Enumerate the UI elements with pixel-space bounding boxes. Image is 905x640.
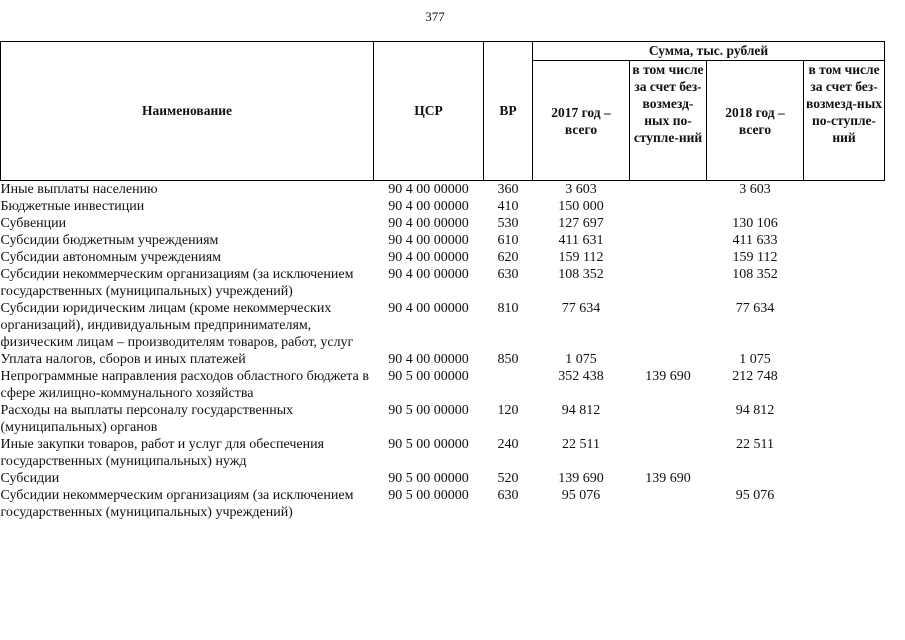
cell-csr: 90 4 00 00000 — [388, 250, 469, 265]
cell-2017-total: 411 631 — [558, 233, 604, 248]
cell-csr: 90 5 00 00000 — [388, 437, 469, 452]
cell-2018-total: 22 511 — [736, 437, 774, 452]
header-name: Наименование — [1, 42, 374, 181]
cell-vr: 530 — [497, 216, 519, 231]
cell-2018-total — [707, 470, 804, 487]
header-csr: ЦСР — [374, 42, 484, 181]
cell-2018-total: 77 634 — [735, 301, 775, 316]
table-row — [1, 300, 885, 351]
cell-2018-free — [804, 436, 885, 470]
table-row — [1, 368, 885, 402]
header-vr: ВР — [484, 42, 533, 181]
cell-2018-total: 130 106 — [732, 216, 778, 231]
cell-2017-free — [630, 198, 707, 215]
cell-2017-total: 139 690 — [558, 471, 604, 486]
cell-2018-free — [804, 487, 885, 521]
cell-vr: 410 — [497, 199, 519, 214]
cell-name: Субсидии некоммерческим организациям (за исключением государственных (муниципальных) учреждений) — [0, 267, 354, 299]
cell-vr — [484, 368, 533, 402]
cell-name: Субсидии юридическим лицам (кроме некоммерческих организаций), индивидуальным предпринимателям, физическим лицам – производителям товаров, работ, услуг — [0, 301, 354, 350]
cell-2017-total: 3 603 — [565, 182, 597, 197]
cell-2017-free — [630, 249, 707, 266]
page-number: 377 — [425, 9, 445, 24]
cell-2017-free — [630, 402, 707, 436]
cell-2018-free — [804, 470, 885, 487]
cell-csr: 90 5 00 00000 — [388, 369, 469, 384]
cell-2017-free — [630, 300, 707, 351]
cell-vr: 620 — [497, 250, 519, 265]
cell-vr: 360 — [497, 182, 519, 197]
cell-name: Субсидии бюджетным учреждениям — [0, 233, 219, 248]
table-body — [1, 181, 885, 522]
cell-2018-total — [707, 198, 804, 215]
cell-2017-total: 127 697 — [558, 216, 604, 231]
cell-2018-total: 159 112 — [732, 250, 778, 265]
cell-csr: 90 4 00 00000 — [388, 233, 469, 248]
cell-csr: 90 5 00 00000 — [388, 471, 469, 486]
cell-name: Субсидии — [0, 471, 60, 486]
cell-2018-free — [804, 402, 885, 436]
cell-vr: 850 — [497, 352, 519, 367]
cell-2017-free — [630, 181, 707, 199]
cell-2018-total: 3 603 — [739, 182, 771, 197]
budget-table — [0, 41, 885, 521]
cell-2017-free — [630, 232, 707, 249]
table-row — [1, 232, 885, 249]
cell-2018-free — [804, 198, 885, 215]
header-sum-group: Сумма, тыс. рублей — [533, 42, 885, 61]
cell-name: Субсидии некоммерческим организациям (за исключением государственных (муниципальных) учреждений) — [0, 488, 354, 520]
header-2018-total: 2018 год – всего — [707, 61, 804, 181]
cell-csr: 90 4 00 00000 — [388, 352, 469, 367]
cell-vr: 120 — [497, 403, 519, 418]
table-row — [1, 215, 885, 232]
cell-vr: 630 — [497, 488, 519, 503]
table-row — [1, 249, 885, 266]
cell-name: Бюджетные инвестиции — [0, 199, 145, 214]
table-row — [1, 351, 885, 368]
cell-name: Иные закупки товаров, работ и услуг для обеспечения государственных (муниципальных) нужд — [0, 437, 325, 469]
cell-2018-free — [804, 266, 885, 300]
cell-2017-total: 95 076 — [561, 488, 601, 503]
cell-2018-total: 95 076 — [735, 488, 775, 503]
cell-2017-free — [630, 215, 707, 232]
table-row — [1, 470, 885, 487]
cell-name: Иные выплаты населению — [0, 182, 158, 197]
table-row — [1, 181, 885, 199]
cell-2018-free — [804, 368, 885, 402]
cell-2017-total: 94 812 — [561, 403, 601, 418]
cell-2017-total: 77 634 — [561, 301, 601, 316]
table-row — [1, 487, 885, 521]
cell-csr: 90 5 00 00000 — [388, 488, 469, 503]
cell-2018-total: 411 633 — [732, 233, 778, 248]
cell-2018-free — [804, 300, 885, 351]
cell-csr: 90 4 00 00000 — [388, 199, 469, 214]
cell-2017-free: 139 690 — [645, 471, 691, 486]
cell-name: Уплата налогов, сборов и иных платежей — [0, 352, 246, 367]
cell-csr: 90 4 00 00000 — [388, 182, 469, 197]
cell-name: Расходы на выплаты персоналу государственных (муниципальных) органов — [0, 403, 294, 435]
cell-csr: 90 4 00 00000 — [388, 267, 469, 282]
cell-2018-total: 212 748 — [732, 369, 778, 384]
cell-2017-total: 352 438 — [558, 369, 604, 384]
header-2018-free: в том числе за счет без-возмезд-ных по-ступле-ний — [804, 61, 885, 181]
cell-2017-free — [630, 436, 707, 470]
cell-vr: 240 — [497, 437, 519, 452]
header-2017-total: 2017 год – всего — [533, 61, 630, 181]
cell-2018-free — [804, 249, 885, 266]
cell-2017-free — [630, 487, 707, 521]
cell-2017-total: 22 511 — [562, 437, 600, 452]
cell-2017-total: 150 000 — [558, 199, 604, 214]
cell-vr: 520 — [497, 471, 519, 486]
cell-name: Субсидии автономным учреждениям — [0, 250, 222, 265]
cell-csr: 90 5 00 00000 — [388, 403, 469, 418]
cell-2018-free — [804, 232, 885, 249]
cell-2018-total: 94 812 — [735, 403, 775, 418]
cell-2018-free — [804, 351, 885, 368]
cell-vr: 610 — [497, 233, 519, 248]
cell-name: Субвенции — [0, 216, 67, 231]
table-row — [1, 198, 885, 215]
header-2017-free: в том числе за счет без-возмезд-ных по-ступле-ний — [630, 61, 707, 181]
cell-name: Непрограммные направления расходов областного бюджета в сфере жилищно-коммунального хозяйства — [0, 369, 369, 401]
cell-2017-total: 108 352 — [558, 267, 604, 282]
cell-2017-total: 159 112 — [558, 250, 604, 265]
cell-2017-free — [630, 266, 707, 300]
cell-2018-total: 1 075 — [739, 352, 771, 367]
cell-vr: 810 — [497, 301, 519, 316]
cell-vr: 630 — [497, 267, 519, 282]
cell-csr: 90 4 00 00000 — [388, 216, 469, 231]
table-header — [1, 42, 885, 181]
cell-2017-free — [630, 351, 707, 368]
cell-2018-free — [804, 181, 885, 199]
cell-2018-total: 108 352 — [732, 267, 778, 282]
cell-2018-free — [804, 215, 885, 232]
table-row — [1, 402, 885, 436]
cell-csr: 90 4 00 00000 — [388, 301, 469, 316]
cell-2017-total: 1 075 — [565, 352, 597, 367]
table-row — [1, 436, 885, 470]
table-row — [1, 266, 885, 300]
cell-2017-free: 139 690 — [645, 369, 691, 384]
